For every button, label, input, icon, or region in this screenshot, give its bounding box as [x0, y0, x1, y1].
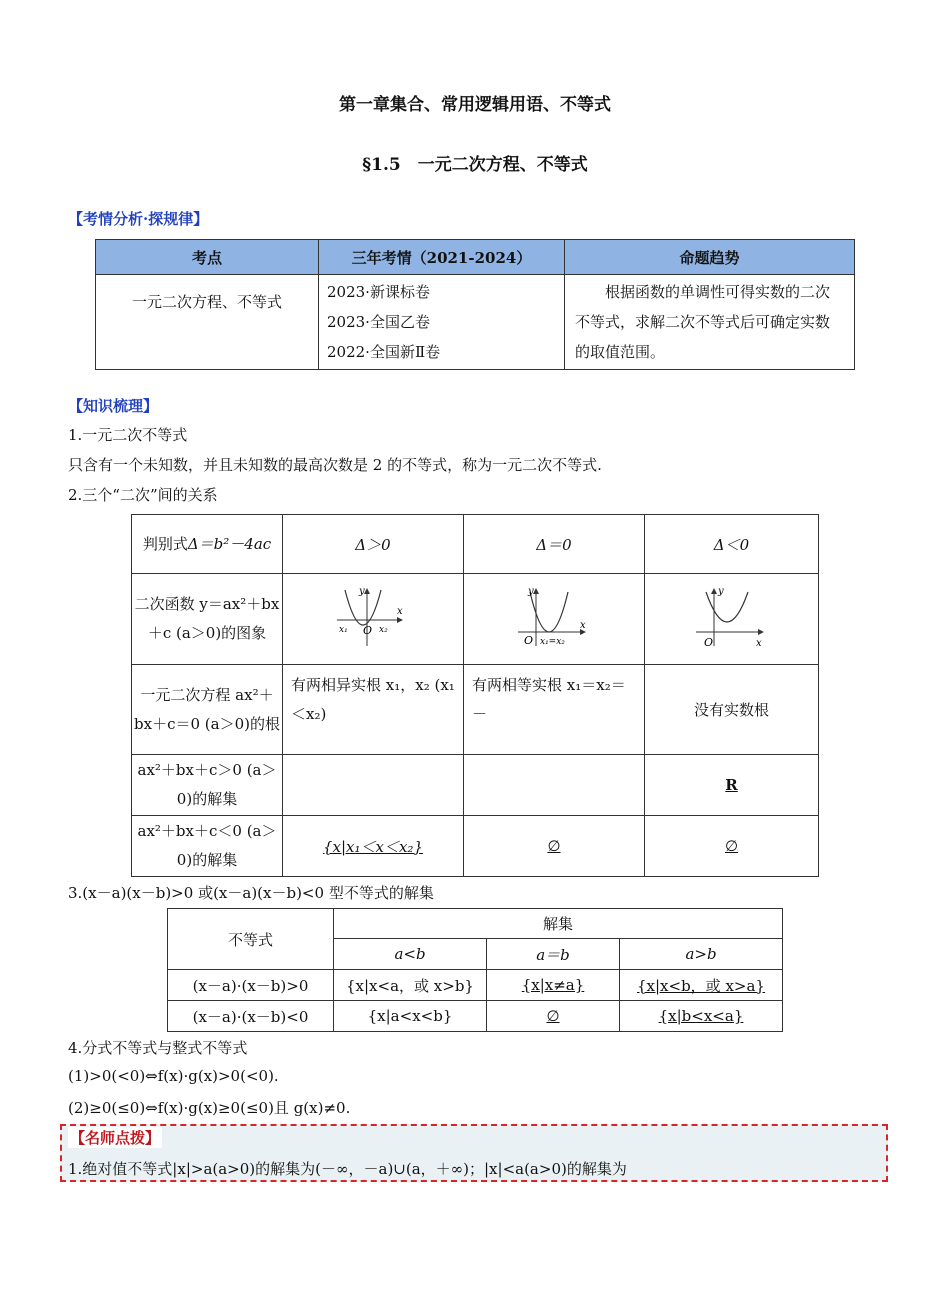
knowledge-heading: 【知识梳理】: [68, 397, 159, 415]
row-gt-label: ax²＋bx＋c＞0 (a＞0)的解集: [132, 755, 283, 816]
k1-text: 只含有一个未知数，并且未知数的最高次数是 2 的不等式，称为一元二次不等式.: [68, 456, 602, 474]
t3-r1c2: {x|x≠a}: [487, 970, 620, 1001]
col-disc-negative: Δ＜0: [645, 515, 819, 574]
gt-zero: [464, 755, 645, 816]
graph-origin-label: O: [363, 624, 373, 637]
exam-table: [95, 239, 855, 370]
exam-analysis-heading: 【考情分析·探规律】: [68, 210, 209, 228]
graph-cell-zero: [464, 574, 645, 665]
roots-negative: 没有实数根: [645, 665, 819, 755]
t3-r1c1: {x|x<a，或 x>b}: [334, 970, 487, 1001]
exam-trend: 根据函数的单调性可得实数的二次不等式，求解二次不等式后可确定实数的取值范围。: [565, 275, 855, 370]
graph-x-label: x: [580, 620, 586, 631]
roots-positive: 有两相异实根 x₁，x₂ (x₁＜x₂): [283, 665, 464, 755]
graph-y-label: y: [528, 586, 534, 597]
k4-rule-1: (1)>0(<0)⇔f(x)·g(x)>0(<0).: [68, 1067, 279, 1085]
quadratic-relation-table: [131, 514, 819, 877]
t3-row-lt: (x－a)·(x－b)<0: [168, 1001, 334, 1032]
factored-inequality-table: [167, 908, 783, 1032]
lt-zero: ∅: [464, 816, 645, 877]
k2-title: 2.三个“二次”间的关系: [68, 486, 218, 504]
t3-row-gt: (x－a)·(x－b)>0: [168, 970, 334, 1001]
k1-title: 1.一元二次不等式: [68, 426, 188, 444]
k4-title: 4.分式不等式与整式不等式: [68, 1039, 248, 1057]
exam-history-item: 2023·全国乙卷: [327, 313, 430, 331]
graph-x-label: x: [397, 606, 403, 617]
t3-r1c3: {x|x<b，或 x>a}: [620, 970, 783, 1001]
disc-label-cell: [132, 515, 283, 574]
graph-origin-label: O: [703, 636, 713, 648]
k4-rule-2: (2)≥0(≤0)⇔f(x)·g(x)≥0(≤0)且 g(x)≠0.: [68, 1099, 351, 1117]
graph-x-label: x: [755, 638, 762, 648]
col-disc-positive: Δ＞0: [283, 515, 464, 574]
t3-col-a-gt-b: a>b: [620, 939, 783, 970]
t3-col-a-eq-b: a＝b: [487, 939, 620, 970]
t3-r2c1: {x|a<x<b}: [334, 1001, 487, 1032]
exam-history-item: 2022·全国新Ⅱ卷: [327, 343, 441, 361]
graph-cell-positive: [283, 574, 464, 665]
col-disc-zero: Δ＝0: [464, 515, 645, 574]
k3-title: 3.(x－a)(x－b)>0 或(x－a)(x－b)<0 型不等式的解集: [68, 884, 434, 902]
teacher-tip-1: 1.绝对值不等式|x|>a(a>0)的解集为(－∞，－a)∪(a，＋∞)；|x|<a(a>0)的解集为: [68, 1160, 627, 1178]
chapter-title: 第一章集合、常用逻辑用语、不等式: [339, 95, 611, 115]
exam-table-header: 考点: [96, 240, 319, 275]
t3-header-solution: 解集: [334, 909, 783, 939]
row-roots-label: 一元二次方程 ax²＋bx＋c＝0 (a＞0)的根: [132, 665, 283, 755]
graph-x2-label: x₂: [379, 625, 388, 635]
lt-negative: ∅: [645, 816, 819, 877]
exam-table-header: 命题趋势: [565, 240, 855, 275]
parabola-no-root-graph: [692, 586, 772, 648]
graph-origin-label: O: [524, 634, 534, 647]
gt-positive: [283, 755, 464, 816]
t3-col-a-lt-b: a<b: [334, 939, 487, 970]
section-title: §1.5 一元二次方程、不等式: [362, 155, 588, 175]
roots-zero: 有两相等实根 x₁＝x₂＝－: [464, 665, 645, 755]
t3-header-inequality: 不等式: [168, 909, 334, 970]
lt-positive: {x|x₁＜x＜x₂}: [283, 816, 464, 877]
exam-history-item: 2023·新课标卷: [327, 283, 430, 301]
row-graph-label: 二次函数 y＝ax²＋bx＋c (a＞0)的图象: [132, 574, 283, 665]
teacher-tip-heading: 【名师点拨】: [70, 1129, 161, 1147]
disc-label-b: Δ＝b²－4ac: [187, 535, 272, 553]
parabola-one-root-graph: [514, 586, 594, 648]
graph-y-label: y: [717, 586, 724, 597]
t3-r2c2: ∅: [487, 1001, 620, 1032]
graph-cell-negative: [645, 574, 819, 665]
exam-topic: 一元二次方程、不等式: [96, 275, 319, 370]
exam-history: [319, 275, 565, 370]
disc-label-a: 判别式: [142, 535, 188, 553]
gt-negative: R: [645, 755, 819, 816]
t3-r2c3: {x|b<x<a}: [620, 1001, 783, 1032]
exam-table-header: 三年考情（2021-2024）: [319, 240, 565, 275]
graph-double-root-label: x₁=x₂: [540, 637, 565, 647]
row-lt-label: ax²＋bx＋c＜0 (a＞0)的解集: [132, 816, 283, 877]
parabola-two-roots-graph: [333, 586, 413, 648]
graph-y-label: y: [359, 586, 365, 597]
graph-x1-label: x₁: [339, 625, 348, 635]
